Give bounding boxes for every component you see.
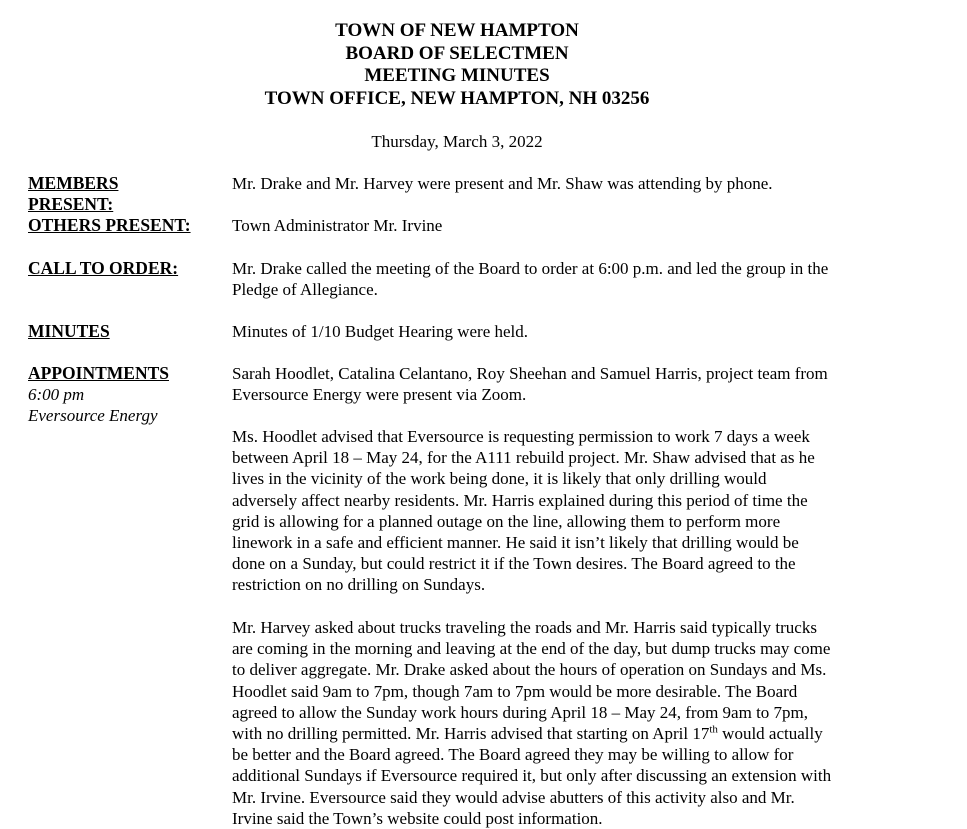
others-present-label: OTHERS PRESENT: — [28, 215, 191, 235]
appointment-organization: Eversource Energy — [28, 406, 158, 425]
header-board-name: BOARD OF SELECTMEN — [345, 42, 569, 64]
members-label-line2: PRESENT: — [28, 194, 114, 214]
appointments-paragraph-2 — [232, 617, 892, 829]
members-present-label — [28, 173, 118, 215]
appointment-time: 6:00 pm — [28, 385, 85, 404]
paragraph-line: Ms. Hoodlet advised that Eversource is requesting permission to work 7 days a week — [232, 427, 810, 446]
meeting-date: Thursday, March 3, 2022 — [371, 132, 543, 151]
header-town-name: TOWN OF NEW HAMPTON — [335, 20, 579, 41]
appointments-intro — [232, 363, 892, 405]
call-to-order-text — [232, 258, 892, 300]
minutes-label: MINUTES — [28, 321, 110, 341]
members-label-line1: MEMBERS — [28, 173, 119, 193]
appointments-intro-line: Sarah Hoodlet, Catalina Celantano, Roy Sheehan and Samuel Harris, project team from — [232, 364, 828, 383]
paragraph-line: be better and the Board agreed. The Board agreed they may be willing to allow for — [232, 745, 794, 765]
appointments-intro-line: Eversource Energy were present via Zoom. — [232, 385, 527, 405]
paragraph-line: lives in the vicinity of the work being done, it is likely that only drilling would — [232, 469, 767, 489]
line-text: with no drilling permitted. Mr. Harris advised that starting on April 17 — [232, 724, 710, 744]
paragraph-line: grid is allowing for a planned outage on the line, allowing them to perform more — [232, 511, 781, 531]
paragraph-line: restriction on no drilling on Sundays. — [232, 575, 486, 595]
paragraph-line: done on a Sunday, but could restrict it if the Town desires. The Board agreed to the — [232, 554, 796, 574]
paragraph-line: Mr. Irvine. Eversource said they would advise abutters of this activity also and Mr. — [232, 787, 795, 807]
paragraph-line: Irvine said the Town’s website could post information. — [232, 808, 603, 828]
members-present-text: Mr. Drake and Mr. Harvey were present and Mr. Shaw was attending by phone. — [232, 174, 773, 193]
line-text: would actually — [717, 724, 823, 744]
paragraph-line: Hoodlet said 9am to 7pm, though 7am to 7pm would be more desirable. The Board — [232, 681, 798, 701]
paragraph-line: to deliver aggregate. Mr. Drake asked about the hours of operation on Sundays and Ms. — [232, 660, 827, 680]
document-header — [0, 20, 914, 110]
ordinal-suffix: th — [709, 723, 718, 736]
call-to-order-label: CALL TO ORDER: — [28, 258, 179, 278]
header-location: TOWN OFFICE, NEW HAMPTON, NH 03256 — [264, 87, 650, 109]
paragraph-line — [232, 723, 892, 744]
paragraph-line: Mr. Harvey asked about trucks traveling the roads and Mr. Harris said typically trucks — [232, 618, 817, 637]
appointments-label: APPOINTMENTS — [28, 363, 169, 383]
call-to-order-line: Pledge of Allegiance. — [232, 280, 378, 300]
header-document-type: MEETING MINUTES — [364, 65, 550, 86]
paragraph-line: linework in a safe and efficient manner. He said it isn’t likely that drilling would be — [232, 533, 799, 553]
minutes-text: Minutes of 1/10 Budget Hearing were held. — [232, 322, 529, 341]
paragraph-line: adversely affect nearby residents. Mr. Harris explained during this period of time the — [232, 490, 808, 510]
call-to-order-line: Mr. Drake called the meeting of the Board to order at 6:00 p.m. and led the group in the — [232, 259, 829, 278]
paragraph-line: agreed to allow the Sunday work hours during April 18 – May 24, from 9am to 7pm, — [232, 702, 809, 722]
paragraph-line: additional Sundays if Eversource required it, but only after discussing an extension with — [232, 766, 832, 786]
paragraph-line: between April 18 – May 24, for the A111 rebuild project. Mr. Shaw advised that as he — [232, 448, 815, 468]
paragraph-line: are coming in the morning and leaving at the end of the day, but dump trucks may come — [232, 639, 831, 659]
appointments-paragraph-1 — [232, 426, 892, 596]
others-present-text: Town Administrator Mr. Irvine — [232, 216, 443, 235]
